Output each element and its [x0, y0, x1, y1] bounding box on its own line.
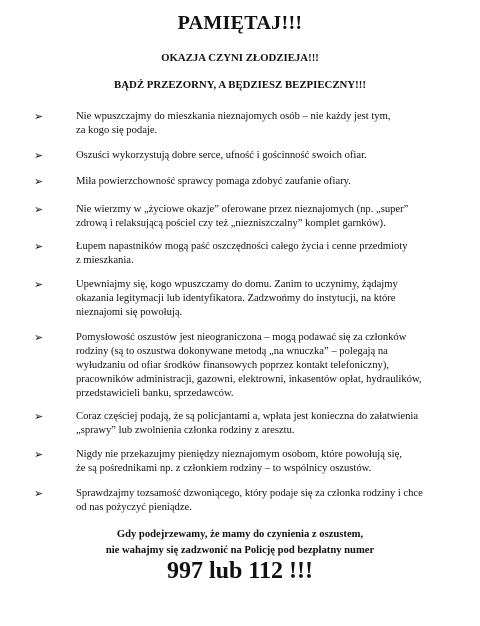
list-item-text: Pomysłowość oszustów jest nieograniczona – mogą podawać się za członków rodziny (są to oszustwa dokonywane metodą „na wnuczka” – polegają na wyłudzaniu od ofiar środków finansowych poprzez kontakt telefoniczny), pracowników administracji, gazowni, elektrowni, inkasentów opłat, hydraulików, przedstawicieli banku, sprzedawców. [76, 332, 422, 400]
arrow-bullet-icon: ➢ [34, 203, 44, 216]
list-item-text: Upewniajmy się, kogo wpuszczamy do domu. Zanim to uczynimy, żądajmy okazania legitymacji lub identyfikatora. Zadzwońmy do instytucji, na które nieznajomi się powołują. [76, 279, 398, 319]
subtitle-1: OKAZJA CZYNI ZŁODZIEJA!!! [161, 52, 319, 64]
page-title: PAMIĘTAJ!!! [177, 12, 303, 34]
list-item-text: Coraz częściej podają, że są policjantami a, wpłata jest konieczna do załatwienia „sprawy” lub zwolnienia członka rodziny z aresztu. [76, 411, 419, 437]
list-item-text: Nigdy nie przekazujmy pieniędzy nieznajomym osobom, które powołują się, że są pośrednikami np. z członkiem rodziny – to wspólnicy oszustów. [76, 449, 402, 475]
arrow-bullet-icon: ➢ [34, 278, 44, 291]
list-item-text: Sprawdzajmy tozsamość dzwoniącego, który podaje się za członka rodziny i chce od nas pożyczyć pieniądze. [76, 488, 423, 514]
list-item-text: Miła powierzchowność sprawcy pomaga zdobyć zaufanie ofiary. [76, 176, 351, 187]
list-item-text: Oszuści wykorzystują dobre serce, ufność i gościnność swoich ofiar. [76, 150, 367, 161]
list-item-text: Nie wpuszczajmy do mieszkania nieznajomych osób – nie każdy jest tym, za kogo się podaje. [76, 111, 391, 137]
list-item-text: Nie wierzmy w „życiowe okazje” oferowane przez nieznajomych (np. „super” zdrową i relaksującą pościel czy też „niezniszczalny” komplet garnków). [76, 204, 409, 230]
arrow-bullet-icon: ➢ [34, 240, 44, 253]
emergency-numbers: 997 lub 112 !!! [166, 558, 313, 584]
list-item-text: Łupem napastników mogą paść oszczędności całego życia i cenne przedmioty z mieszkania. [76, 241, 408, 267]
arrow-bullet-icon: ➢ [34, 410, 44, 423]
arrow-bullet-icon: ➢ [34, 110, 44, 123]
arrow-bullet-icon: ➢ [34, 331, 44, 344]
arrow-bullet-icon: ➢ [34, 487, 44, 500]
arrow-bullet-icon: ➢ [34, 149, 44, 162]
arrow-bullet-icon: ➢ [34, 448, 44, 461]
arrow-bullet-icon: ➢ [34, 175, 44, 188]
footer-text: Gdy podejrzewamy, że mamy do czynienia z oszustem, nie wahajmy się zadzwonić na Policję pod bezpłatny numer [105, 529, 375, 556]
subtitle-2: BĄDŹ PRZEZORNY, A BĘDZIESZ BEZPIECZNY!!! [114, 79, 366, 91]
